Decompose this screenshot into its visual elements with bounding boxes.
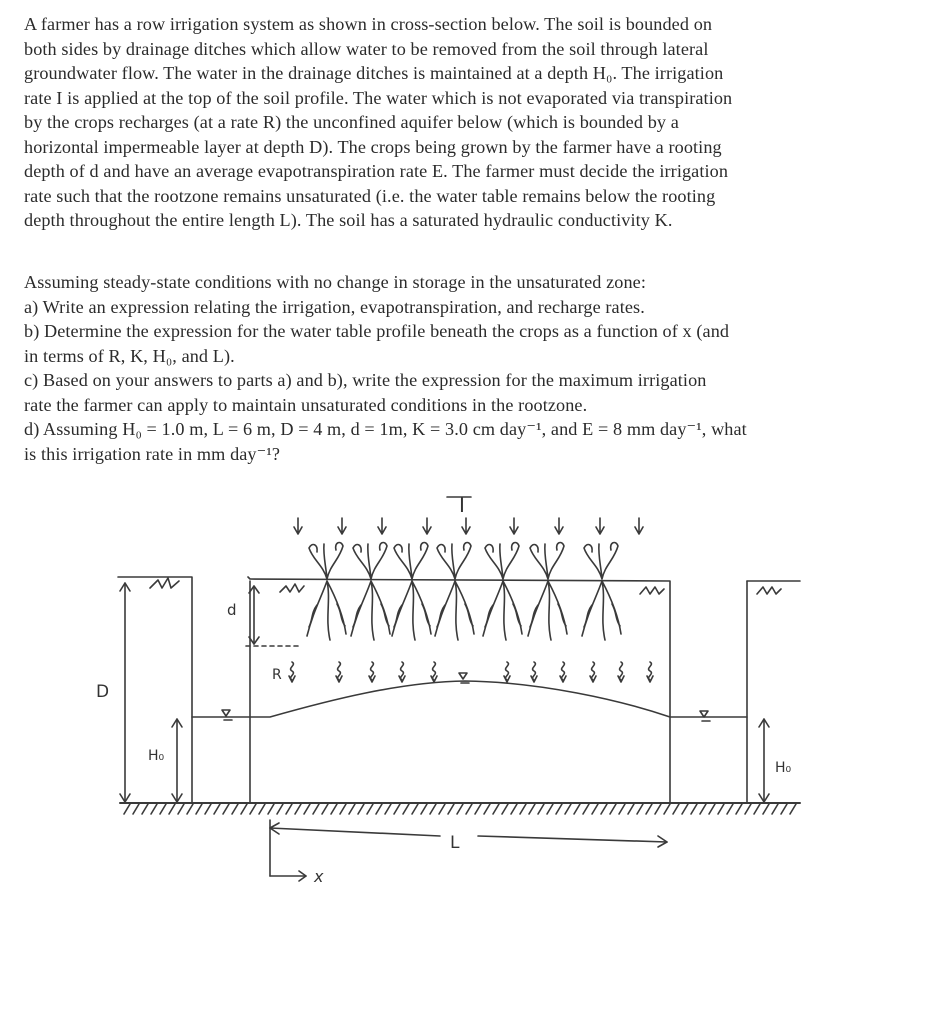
hatch-stroke [286, 804, 292, 814]
hatch-stroke [187, 804, 193, 814]
hatch-stroke [790, 804, 796, 814]
statement-line: groundwater flow. The water in the drainage ditches is maintained at a depth H₀. The irrigation [24, 63, 724, 83]
l-dimension-left [270, 828, 440, 836]
hatch-stroke [124, 804, 130, 814]
question-a: a) Write an expression relating the irrigation, evapotranspiration, and recharge rates. [24, 296, 645, 317]
hatch-stroke [646, 804, 652, 814]
irrigation-arrow [294, 518, 302, 534]
hatch-stroke [664, 804, 670, 814]
hatch-stroke [358, 804, 364, 814]
crop-leaves [353, 543, 387, 579]
hatch-stroke [412, 804, 418, 814]
hatch-stroke [466, 804, 472, 814]
hatch-stroke [196, 804, 202, 814]
crop-roots [351, 581, 390, 640]
hatch-stroke [214, 804, 220, 814]
statement-line: both sides by drainage ditches which allow water to be removed from the soil through lateral [24, 38, 709, 59]
irrigation-arrow [596, 518, 604, 534]
hatch-stroke [151, 804, 157, 814]
hatch-stroke [367, 804, 373, 814]
crop-leaves [530, 543, 564, 579]
irrigation-arrow [378, 518, 386, 534]
hatch-stroke [556, 804, 562, 814]
impermeable-hatching [124, 804, 796, 814]
hatch-stroke [205, 804, 211, 814]
statement-line: horizontal impermeable layer at depth D). The crops being grown by the farmer have a rooting [24, 136, 722, 157]
label-h0-right: H₀ [775, 760, 792, 776]
problem-statement [24, 12, 919, 233]
question-d-cont: is this irrigation rate in mm day⁻¹? [24, 443, 281, 464]
crop-leaves [485, 543, 519, 579]
crop-roots [435, 581, 474, 640]
hatch-stroke [232, 804, 238, 814]
hatch-stroke [457, 804, 463, 814]
statement-line: rate I is applied at the top of the soil profile. The water which is not evaporated via transpiration [24, 87, 733, 108]
hatch-stroke [520, 804, 526, 814]
hatch-stroke [754, 804, 760, 814]
irrigation-arrow [635, 518, 643, 534]
label-irrigation: I [459, 493, 465, 517]
hatch-stroke [547, 804, 553, 814]
question-c-cont: rate the farmer can apply to maintain unsaturated conditions in the rootzone. [24, 394, 588, 415]
hatch-stroke [493, 804, 499, 814]
hatch-stroke [268, 804, 274, 814]
hatch-stroke [142, 804, 148, 814]
hatch-stroke [592, 804, 598, 814]
recharge-arrow [289, 662, 295, 682]
hatch-stroke [763, 804, 769, 814]
left-bank [118, 577, 192, 802]
hatch-stroke [673, 804, 679, 814]
hatch-stroke [133, 804, 139, 814]
crop-roots [392, 581, 431, 640]
hatch-stroke [448, 804, 454, 814]
field-block [248, 577, 670, 802]
hatch-stroke [565, 804, 571, 814]
irrigation-arrow [510, 518, 518, 534]
statement-line: depth of d and have an average evapotranspiration rate E. The farmer must decide the irrigation [24, 161, 729, 181]
label-length: L [450, 833, 460, 853]
hatch-stroke [484, 804, 490, 814]
hatch-stroke [313, 804, 319, 814]
hatch-stroke [709, 804, 715, 814]
statement-line: rate such that the rootzone remains unsaturated (i.e. the water table remains below the rooting [24, 185, 716, 206]
recharge-arrow [647, 662, 653, 682]
crop-roots [582, 581, 621, 640]
hatch-stroke [223, 804, 229, 814]
crop-leaves [309, 543, 343, 579]
hatch-stroke [421, 804, 427, 814]
hatch-stroke [691, 804, 697, 814]
hatch-stroke [349, 804, 355, 814]
crop-leaves [394, 543, 428, 579]
question-b-cont: in terms of R, K, H₀, and L). [24, 345, 235, 366]
recharge-arrow [369, 662, 375, 682]
recharge-arrow [618, 662, 624, 682]
water-table-symbols [222, 673, 710, 721]
question-c: c) Based on your answers to parts a) and b), write the expression for the maximum irrigation [24, 370, 707, 390]
hatch-stroke [160, 804, 166, 814]
recharge-arrow [336, 662, 342, 682]
recharge-arrow [504, 662, 510, 682]
hatch-stroke [583, 804, 589, 814]
hatch-stroke [259, 804, 265, 814]
hatch-stroke [601, 804, 607, 814]
hatch-stroke [430, 804, 436, 814]
statement-line: by the crops recharges (at a rate R) the unconfined aquifer below (which is bounded by a [24, 112, 679, 132]
question-d: d) Assuming H₀ = 1.0 m, L = 6 m, D = 4 m, d = 1m, K = 3.0 cm day⁻¹, and E = 8 mm day⁻¹, what [24, 419, 747, 439]
hatch-stroke [169, 804, 175, 814]
hatch-stroke [304, 804, 310, 814]
crop-roots [483, 581, 522, 640]
hatch-stroke [277, 804, 283, 814]
hatch-stroke [727, 804, 733, 814]
recharge-arrow [531, 662, 537, 682]
irrigation-arrow [555, 518, 563, 534]
cross-section-figure [0, 480, 943, 890]
hatch-stroke [322, 804, 328, 814]
hatch-stroke [628, 804, 634, 814]
hatch-stroke [439, 804, 445, 814]
question-list [24, 270, 919, 466]
question-b: b) Determine the expression for the water table profile beneath the crops as a function of x (and [24, 321, 730, 341]
irrigation-arrow [462, 518, 470, 534]
label-recharge: R [272, 667, 282, 683]
hatch-stroke [376, 804, 382, 814]
hatch-stroke [682, 804, 688, 814]
recharge-arrow [590, 662, 596, 682]
statement-line: depth throughout the entire length L). The soil has a saturated hydraulic conductivity K. [24, 210, 673, 230]
hatch-stroke [250, 804, 256, 814]
question-intro: Assuming steady-state conditions with no change in storage in the unsaturated zone: [24, 272, 646, 292]
hatch-stroke [394, 804, 400, 814]
hatch-stroke [241, 804, 247, 814]
hatch-stroke [619, 804, 625, 814]
hatch-stroke [745, 804, 751, 814]
hatch-stroke [700, 804, 706, 814]
irrigation-arrow [338, 518, 346, 534]
hatch-stroke [538, 804, 544, 814]
hatch-stroke [736, 804, 742, 814]
label-h0-left: H₀ [148, 748, 165, 764]
hatch-stroke [781, 804, 787, 814]
hatch-stroke [610, 804, 616, 814]
crop-roots [307, 581, 346, 640]
hatch-stroke [574, 804, 580, 814]
hatch-stroke [178, 804, 184, 814]
crop-row [307, 543, 621, 640]
irrigation-arrow [423, 518, 431, 534]
label-aquifer-depth: D [96, 682, 110, 702]
hatch-stroke [340, 804, 346, 814]
l-dimension-right [478, 836, 667, 842]
recharge-arrows [289, 662, 653, 682]
hatch-stroke [331, 804, 337, 814]
hatch-stroke [511, 804, 517, 814]
hatch-stroke [637, 804, 643, 814]
crop-leaves [584, 543, 618, 579]
hatch-stroke [718, 804, 724, 814]
label-rooting-depth: d [227, 601, 237, 619]
hatch-stroke [655, 804, 661, 814]
label-x: x [314, 867, 324, 886]
hatch-stroke [295, 804, 301, 814]
recharge-arrow [560, 662, 566, 682]
crop-leaves [437, 543, 471, 579]
recharge-arrow [431, 662, 437, 682]
water-table [192, 681, 747, 717]
hatch-stroke [403, 804, 409, 814]
recharge-arrow [399, 662, 405, 682]
hatch-stroke [502, 804, 508, 814]
hatch-stroke [529, 804, 535, 814]
crop-roots [528, 581, 567, 640]
hatch-stroke [475, 804, 481, 814]
hatch-stroke [772, 804, 778, 814]
statement-line: A farmer has a row irrigation system as shown in cross-section below. The soil is bounded on [24, 14, 713, 34]
hatch-stroke [385, 804, 391, 814]
irrigation-arrows [294, 518, 643, 534]
